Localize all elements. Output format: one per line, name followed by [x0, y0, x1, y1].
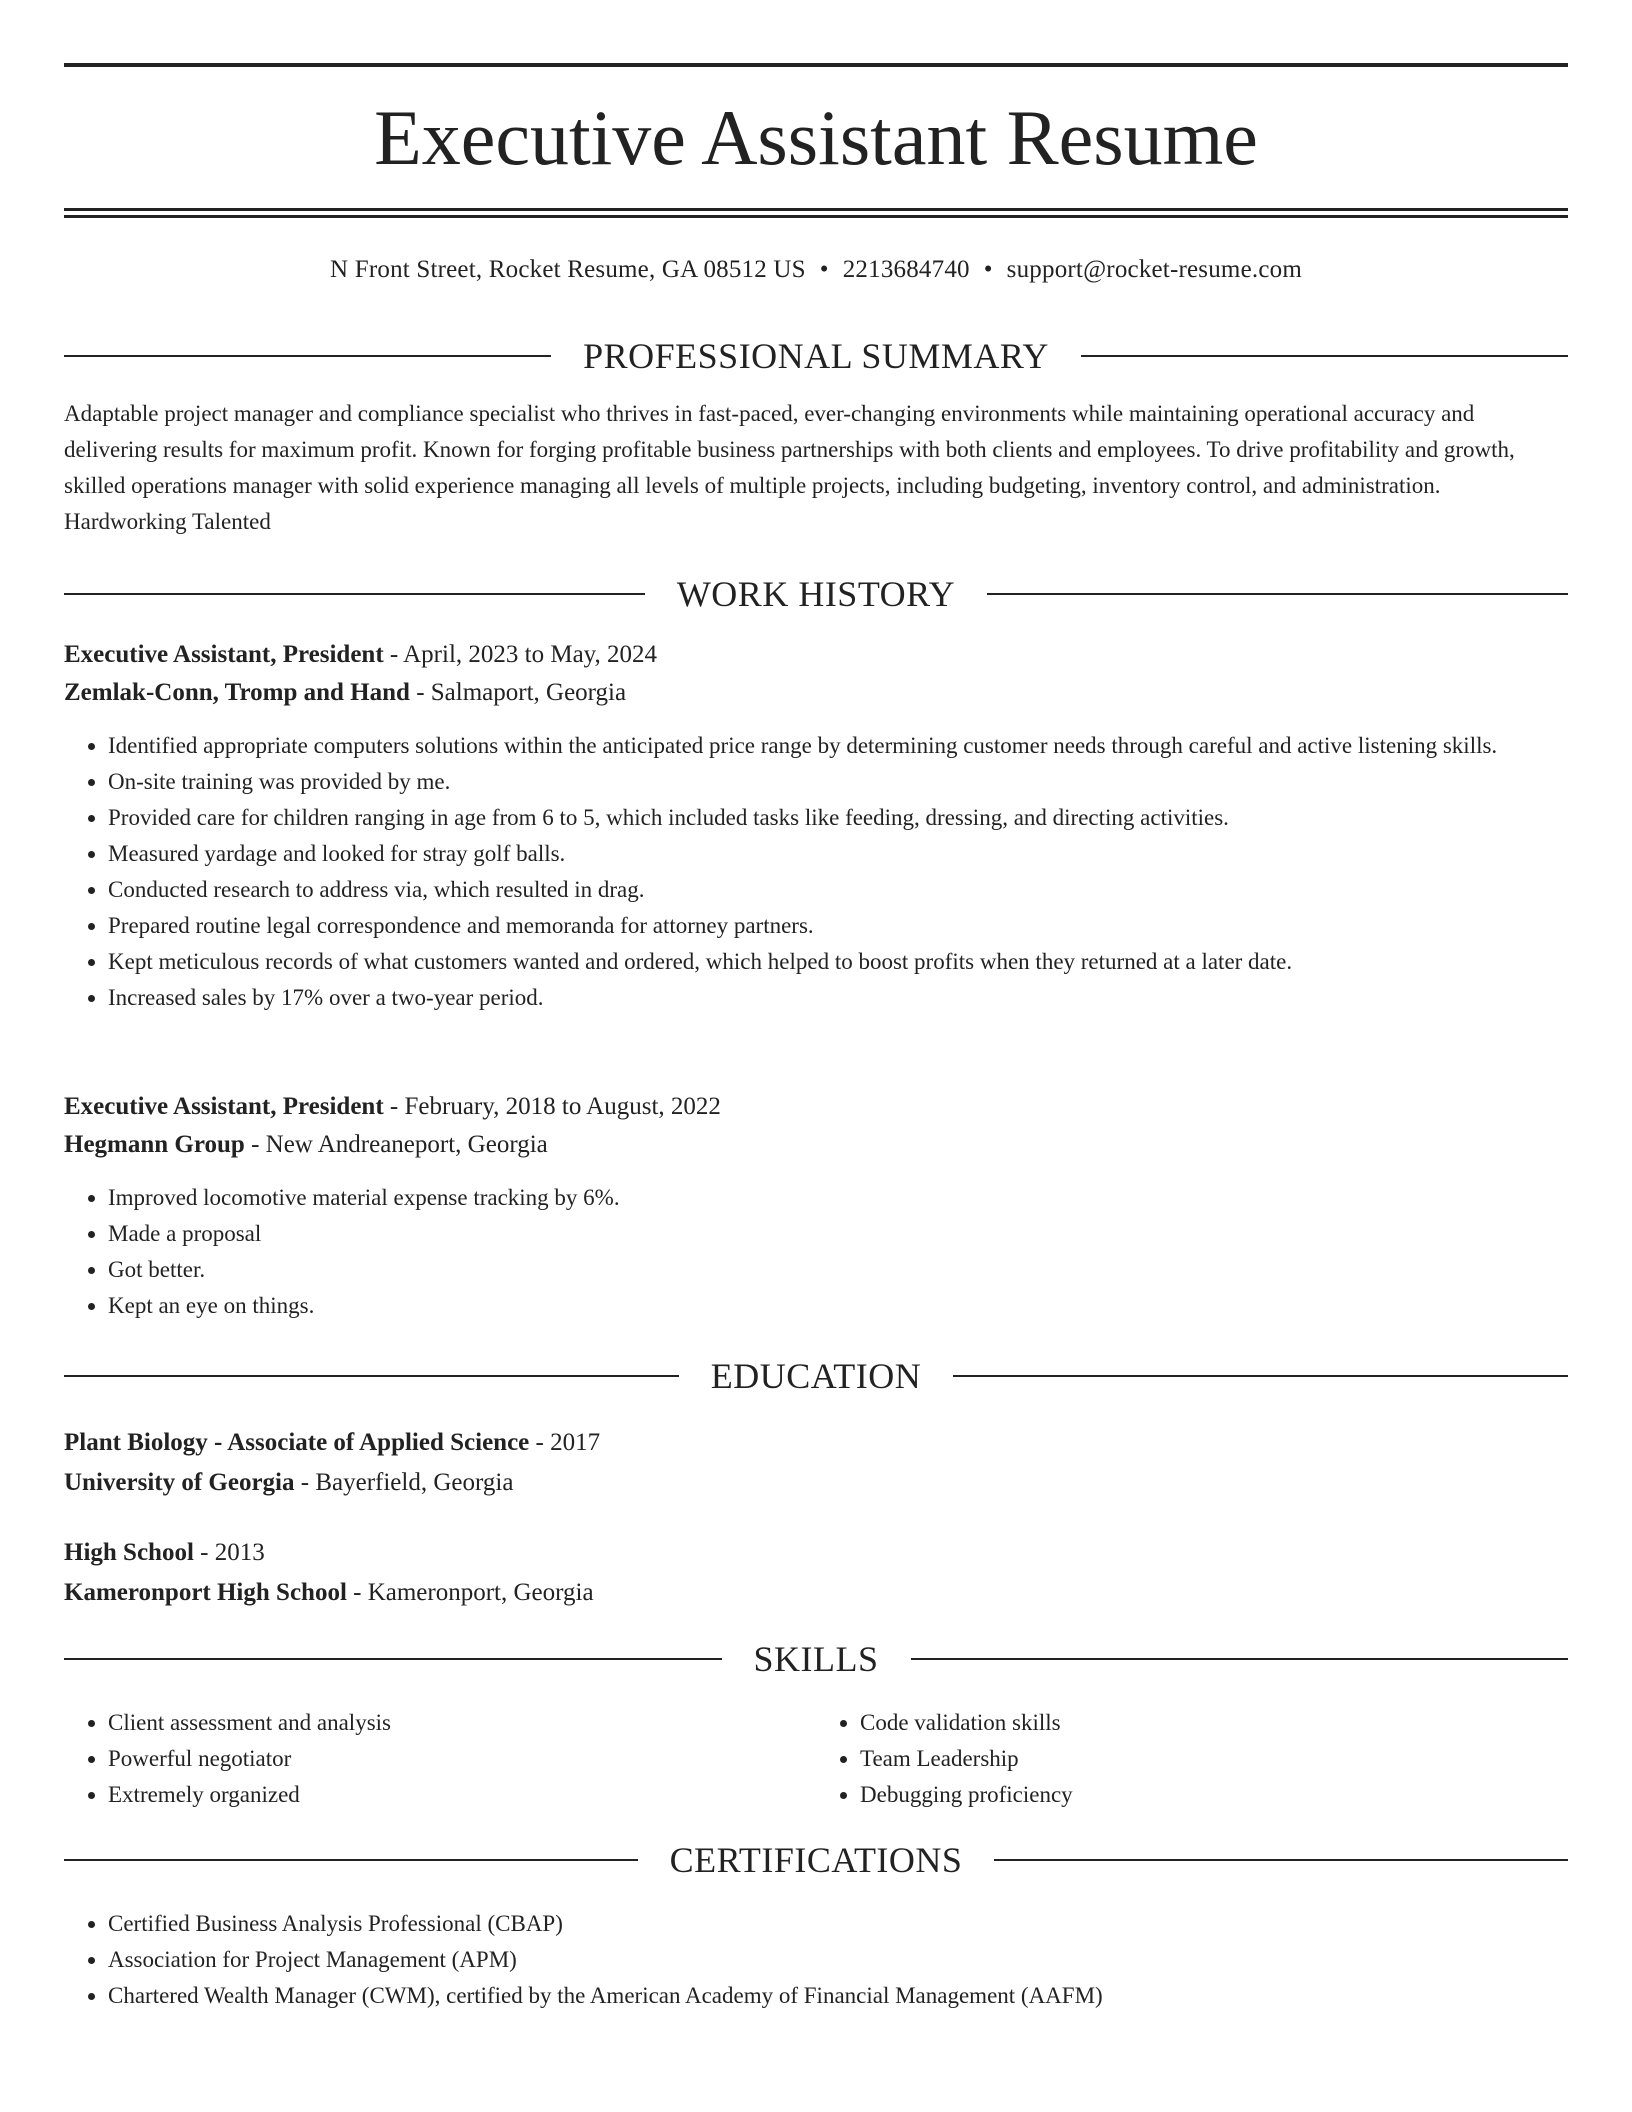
job-bullets	[64, 1180, 1568, 1324]
list-item: • Kept meticulous records of what customers wanted and ordered, which helped to boost profits when they returned at a later date.	[108, 944, 1568, 980]
contact-separator: •	[819, 256, 829, 283]
skill-item: • Client assessment and analysis	[108, 1705, 816, 1741]
education-entry-1	[64, 1423, 1568, 1503]
heading-rule-right	[1081, 355, 1568, 357]
skill-item: • Debugging proficiency	[860, 1777, 1568, 1813]
resume-title: Executive Assistant Resume	[374, 94, 1258, 181]
certification-item: • Certified Business Analysis Professional (CBAP)	[108, 1906, 1568, 1942]
list-item: • Provided care for children ranging in age from 6 to 5, which included tasks like feeding, dressing, and directing activities.	[108, 800, 1568, 836]
list-item: • Identified appropriate computers solutions within the anticipated price range by determining customer needs through careful and active listening skills.	[108, 728, 1568, 764]
list-item: • Prepared routine legal correspondence and memoranda for attorney partners.	[108, 908, 1568, 944]
title-double-rule	[64, 208, 1568, 218]
job-company: Zemlak-Conn, Tromp and Hand	[64, 679, 410, 706]
education-degree: Plant Biology - Associate of Applied Science	[64, 1429, 530, 1456]
education-location: - Bayerfield, Georgia	[294, 1469, 514, 1496]
job-title-line	[64, 1088, 1568, 1126]
section-title-work: WORK HISTORY	[676, 574, 956, 614]
heading-rule-left	[64, 1859, 638, 1861]
certifications-block	[64, 1906, 1568, 2014]
heading-rule-right	[994, 1859, 1568, 1861]
list-item: • Measured yardage and looked for stray golf balls.	[108, 836, 1568, 872]
job-dates: - February, 2018 to August, 2022	[383, 1093, 721, 1120]
contact-separator: •	[983, 256, 993, 283]
list-item: • Improved locomotive material expense tracking by 6%.	[108, 1180, 1568, 1216]
list-item: • Conducted research to address via, which resulted in drag.	[108, 872, 1568, 908]
job-entry-2	[64, 1088, 1568, 1324]
section-heading-work	[64, 571, 1568, 617]
job-location: - Salmaport, Georgia	[409, 679, 627, 706]
education-degree-line	[64, 1533, 1568, 1573]
skills-list-left	[64, 1705, 816, 1813]
heading-rule-left	[64, 593, 645, 595]
contact-email: support@rocket-resume.com	[1006, 256, 1302, 283]
education-year: - 2017	[529, 1429, 601, 1456]
skills-grid	[64, 1705, 1568, 1813]
heading-rule-left	[64, 1658, 722, 1660]
education-degree-line	[64, 1423, 1568, 1463]
list-item: • Kept an eye on things.	[108, 1288, 1568, 1324]
section-heading-summary	[64, 333, 1568, 379]
skill-item: • Team Leadership	[860, 1741, 1568, 1777]
list-item: • Increased sales by 17% over a two-year period.	[108, 980, 1568, 1016]
skill-item: • Code validation skills	[860, 1705, 1568, 1741]
education-location: - Kameronport, Georgia	[346, 1579, 594, 1606]
education-school: Kameronport High School	[64, 1579, 347, 1606]
section-heading-education	[64, 1353, 1568, 1399]
list-item: • Got better.	[108, 1252, 1568, 1288]
section-title-summary: PROFESSIONAL SUMMARY	[583, 336, 1049, 376]
heading-rule-right	[987, 593, 1568, 595]
education-year: - 2013	[193, 1539, 265, 1566]
education-school-line	[64, 1463, 1568, 1503]
certification-item: • Association for Project Management (APM)	[108, 1942, 1568, 1978]
list-item: • Made a proposal	[108, 1216, 1568, 1252]
section-title-education: EDUCATION	[710, 1356, 922, 1396]
certification-item: • Chartered Wealth Manager (CWM), certified by the American Academy of Financial Management (AAFM)	[108, 1978, 1568, 2014]
education-entry-2	[64, 1533, 1568, 1613]
section-heading-skills	[64, 1636, 1568, 1682]
job-company-line	[64, 674, 1568, 712]
job-company: Hegmann Group	[64, 1131, 245, 1158]
certifications-list	[64, 1906, 1568, 2014]
heading-rule-right	[953, 1375, 1568, 1377]
section-heading-certifications	[64, 1837, 1568, 1883]
job-entry-1	[64, 636, 1568, 1016]
education-degree: High School	[64, 1539, 194, 1566]
heading-rule-right	[911, 1658, 1569, 1660]
job-bullets	[64, 728, 1568, 1016]
section-title-certifications: CERTIFICATIONS	[669, 1840, 963, 1880]
job-title: Executive Assistant, President	[64, 1093, 384, 1120]
skill-item: • Powerful negotiator	[108, 1741, 816, 1777]
job-title: Executive Assistant, President	[64, 641, 384, 668]
job-location: - New Andreaneport, Georgia	[244, 1131, 548, 1158]
skill-item: • Extremely organized	[108, 1777, 816, 1813]
list-item: • On-site training was provided by me.	[108, 764, 1568, 800]
job-dates: - April, 2023 to May, 2024	[383, 641, 658, 668]
skills-list-right	[816, 1705, 1568, 1813]
contact-line	[64, 252, 1568, 288]
education-school: University of Georgia	[64, 1469, 295, 1496]
contact-phone: 2213684740	[842, 256, 970, 283]
job-company-line	[64, 1126, 1568, 1164]
job-title-line	[64, 636, 1568, 674]
summary-text: Adaptable project manager and compliance specialist who thrives in fast-paced, ever-changing environments while maintaining operational accuracy and delivering results for maximum profit. Known for forging profitable business partnerships with both clients and employees. To drive profitability and growth, skilled operations manager with solid experience managing all levels of multiple projects, including budgeting, inventory control, and administration. Hardworking Talented	[64, 401, 1515, 534]
section-title-skills: SKILLS	[753, 1639, 879, 1679]
heading-rule-left	[64, 355, 551, 357]
education-school-line	[64, 1573, 1568, 1613]
contact-address: N Front Street, Rocket Resume, GA 08512 US	[330, 256, 806, 283]
top-rule	[64, 63, 1568, 67]
heading-rule-left	[64, 1375, 679, 1377]
